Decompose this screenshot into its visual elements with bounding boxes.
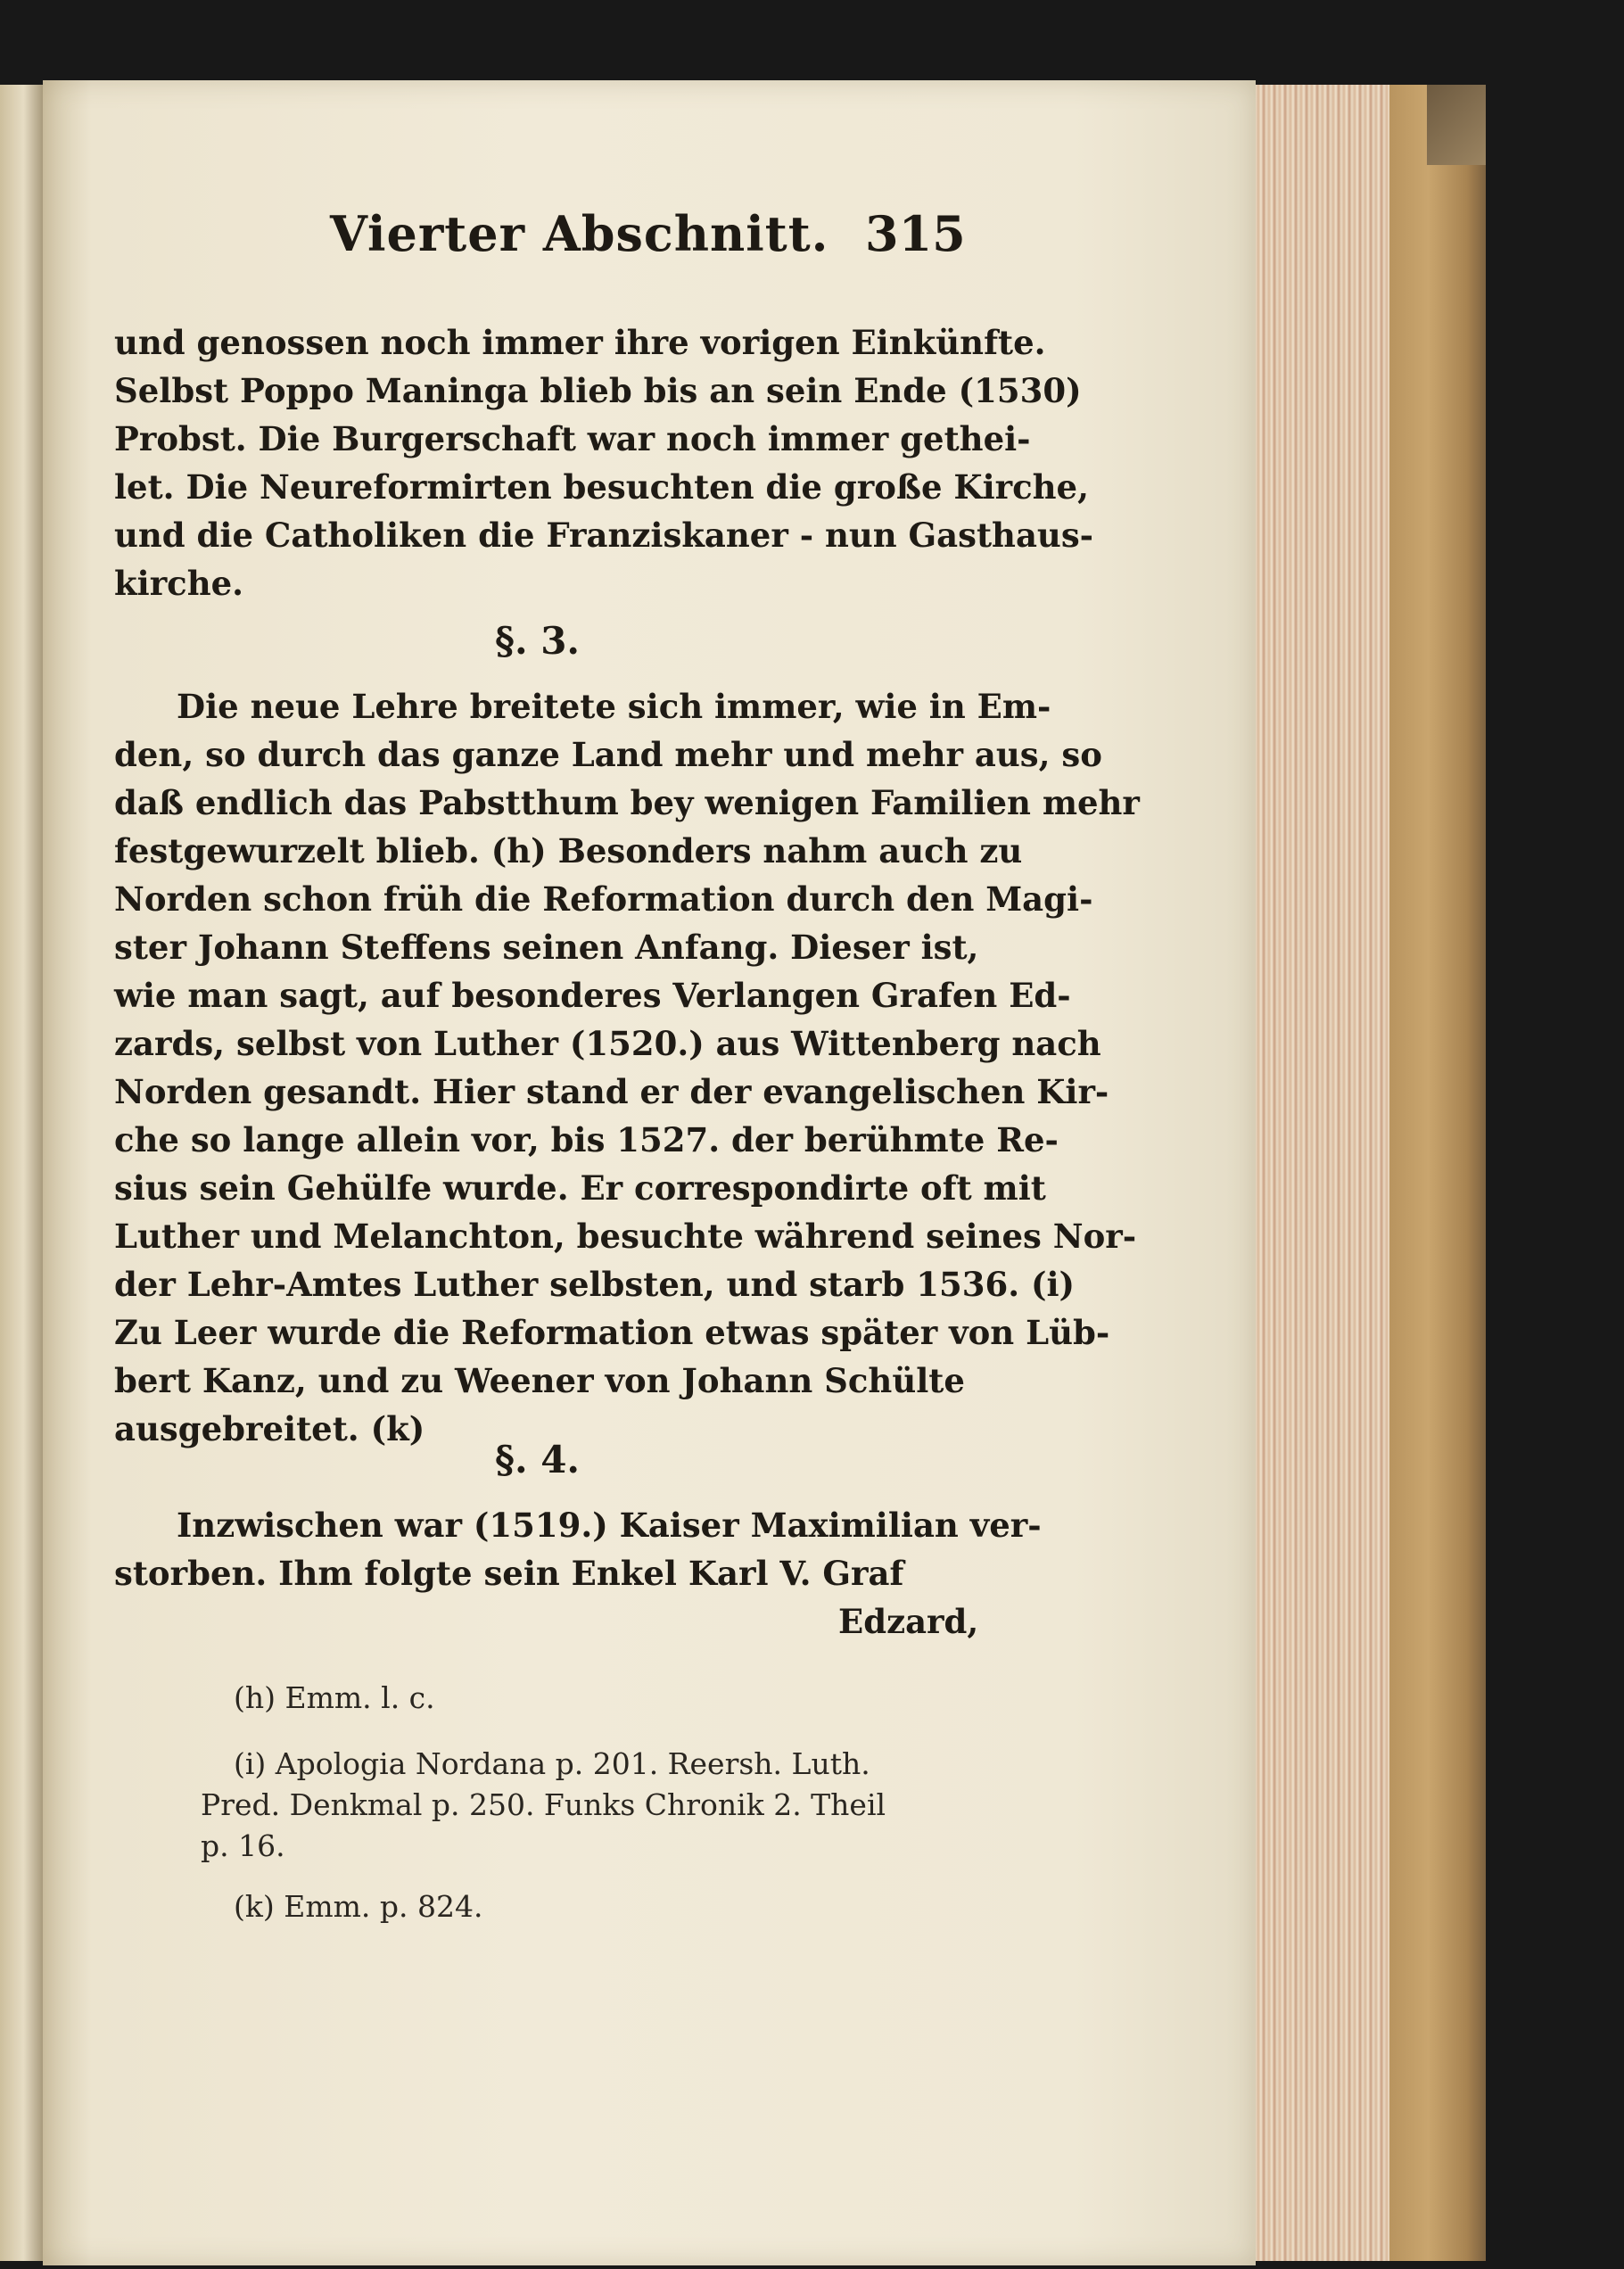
cover-corner (1427, 85, 1486, 165)
section-heading: §. 4. (495, 1438, 581, 1481)
section-heading: §. 3. (495, 619, 581, 663)
footnote-k: (k) Emm. p. 824. (234, 1889, 483, 1924)
footnote-i-cont: p. 16. (201, 1828, 285, 1863)
text-line: festgewurzelt blieb. (h) Besonders nahm auch zu (114, 831, 1023, 870)
text-line: Probst. Die Burgerschaft war noch immer gethei- (114, 419, 1031, 458)
text-line: Norden gesandt. Hier stand er der evangelischen Kir- (114, 1072, 1109, 1111)
text-line: bert Kanz, und zu Weener von Johann Schülte (114, 1361, 965, 1400)
catchword: Edzard, (838, 1602, 979, 1641)
page-block-edge (1256, 85, 1389, 2261)
text-line: storben. Ihm folgte sein Enkel Karl V. Graf (114, 1554, 904, 1593)
running-head: Vierter Abschnitt. (330, 205, 829, 262)
cover-board (1389, 85, 1486, 2261)
text-line: ster Johann Steffens seinen Anfang. Dieser ist, (114, 928, 979, 967)
text-line: den, so durch das ganze Land mehr und mehr aus, so (114, 735, 1102, 774)
text-line: und die Catholiken die Franziskaner - nun Gasthaus- (114, 516, 1094, 555)
left-page-edge (0, 85, 43, 2261)
text-line: Inzwischen war (1519.) Kaiser Maximilian ver- (177, 1506, 1042, 1545)
text-line: und genossen noch immer ihre vorigen Einkünfte. (114, 323, 1046, 362)
page-number: 315 (865, 205, 966, 262)
text-line: che so lange allein vor, bis 1527. der berühmte Re- (114, 1120, 1059, 1159)
footnote-i: (i) Apologia Nordana p. 201. Reersh. Luth. (234, 1746, 870, 1781)
text-line: Zu Leer wurde die Reformation etwas später von Lüb- (114, 1313, 1110, 1352)
text-line: sius sein Gehülfe wurde. Er correspondirte oft mit (114, 1168, 1046, 1208)
footnote-h: (h) Emm. l. c. (234, 1680, 435, 1715)
text-line: ausgebreitet. (k) (114, 1409, 425, 1448)
text-line: Selbst Poppo Maninga blieb bis an sein Ende (1530) (114, 371, 1082, 410)
text-line: kirche. (114, 564, 244, 603)
text-line: daß endlich das Pabstthum bey wenigen Familien mehr (114, 783, 1140, 822)
text-line: Norden schon früh die Reformation durch den Magi- (114, 879, 1093, 919)
text-line: zards, selbst von Luther (1520.) aus Wittenberg nach (114, 1024, 1101, 1063)
text-line: Luther und Melanchton, besuchte während seines Nor- (114, 1217, 1137, 1256)
text-line: Die neue Lehre breitete sich immer, wie in Em- (177, 687, 1051, 726)
text-line: let. Die Neureformirten besuchten die große Kirche, (114, 467, 1089, 507)
footnote-i-cont: Pred. Denkmal p. 250. Funks Chronik 2. Theil (201, 1787, 886, 1822)
text-line: der Lehr-Amtes Luther selbsten, und starb 1536. (i) (114, 1265, 1076, 1304)
text-line: wie man sagt, auf besonderes Verlangen Grafen Ed- (114, 976, 1071, 1015)
